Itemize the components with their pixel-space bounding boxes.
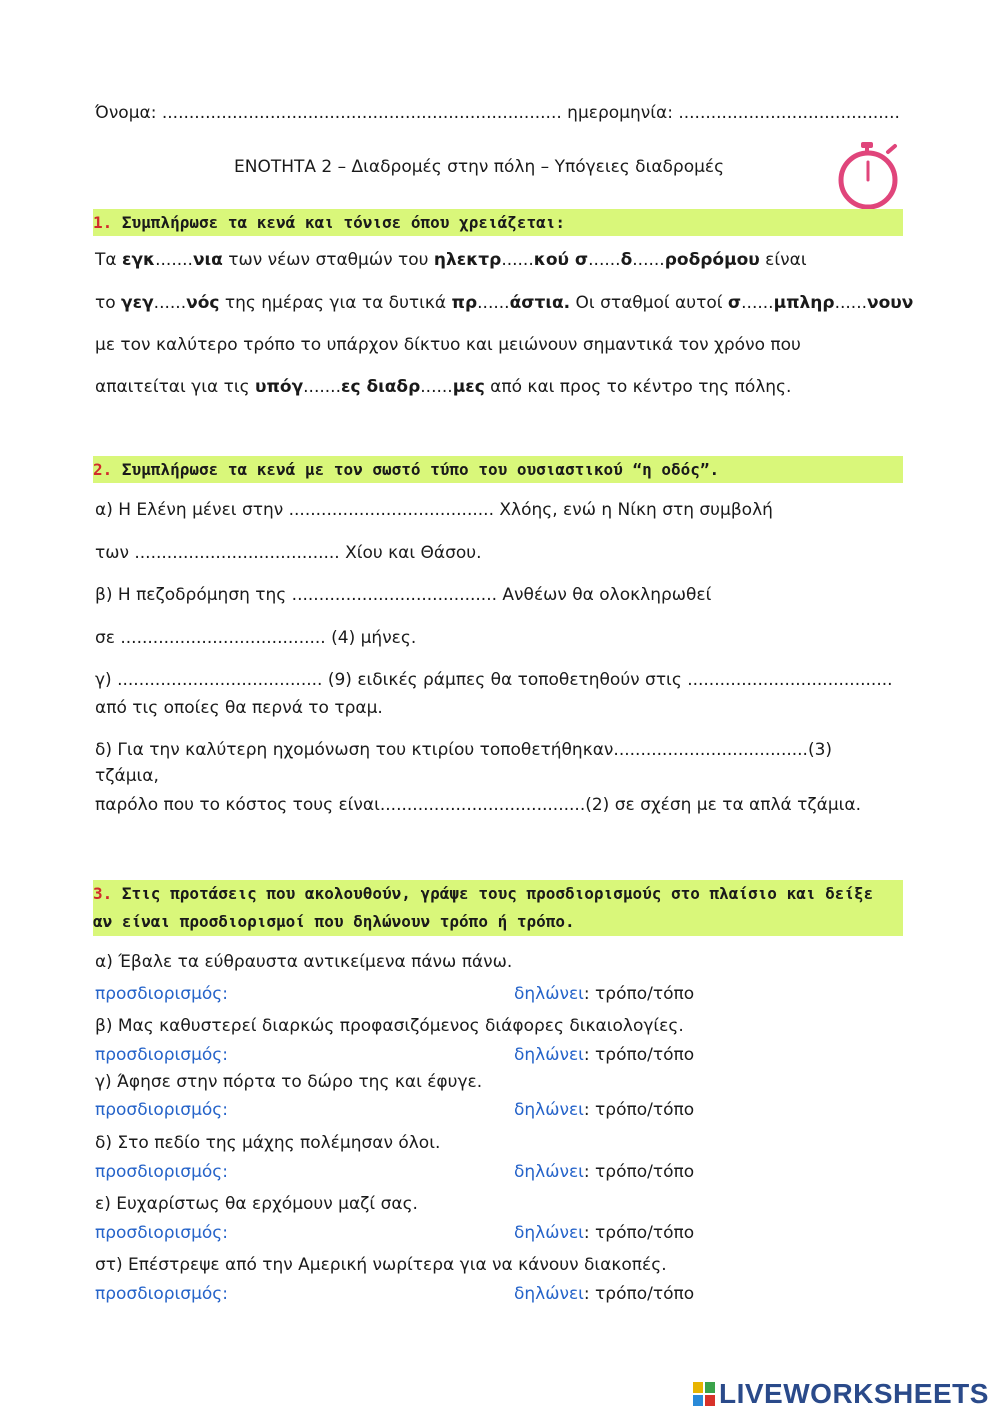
word-fragment: νουν bbox=[867, 293, 914, 313]
section2-line-a1[interactable]: α) Η Ελένη μένει στην ...................................... Χλόης, ενώ η Νίκη στη συμβολή bbox=[95, 500, 773, 520]
shows-label: δηλώνει bbox=[514, 984, 584, 1004]
section3-sentence-d: δ) Στο πεδίο της μάχης πολέμησαν όλοι. bbox=[95, 1133, 441, 1153]
section2-number: 2. bbox=[93, 460, 113, 479]
text-segment: είναι bbox=[759, 250, 807, 270]
fill-blank[interactable]: ...... bbox=[741, 293, 774, 313]
section1-heading bbox=[93, 209, 903, 236]
section3-heading-line1: Στις προτάσεις που ακολουθούν, γράψε τους προσδιορισμούς στο πλαίσιο και δείξε bbox=[121, 884, 874, 903]
text-segment: της ημέρας για τα δυτικά bbox=[219, 293, 452, 313]
page-title: ΕΝΟΤΗΤΑ 2 – Διαδρομές στην πόλη – Υπόγειες διαδρομές bbox=[234, 157, 725, 177]
shows-label: δηλώνει bbox=[514, 1100, 584, 1120]
manner-place-select[interactable]: : τρόπο/τόπο bbox=[583, 1100, 695, 1120]
date-label: ημερομηνία: bbox=[567, 103, 673, 123]
section2-heading-text: Συμπλήρωσε τα κενά με τον σωστό τύπο του ουσιαστικού “η οδός”. bbox=[121, 460, 720, 479]
section3-sentence-a: α) Έβαλε τα εύθραυστα αντικείμενα πάνω πάνω. bbox=[95, 952, 513, 972]
section2-line-d1[interactable]: δ) Για την καλύτερη ηχομόνωση του κτιρίου τοποθετήθηκαν....................................(3) bbox=[95, 740, 833, 760]
section2-line-d3[interactable]: παρόλο που το κόστος τους είναι......................................(2) σε σχέση με τα απλά τζάμια. bbox=[95, 795, 862, 815]
manner-place-select[interactable]: : τρόπο/τόπο bbox=[583, 1045, 695, 1065]
section3-sentence-c: γ) Άφησε στην πόρτα το δώρο της και έφυγε. bbox=[95, 1072, 483, 1092]
section3-sentence-e: ε) Ευχαρίστως θα ερχόμουν μαζί σας. bbox=[95, 1194, 418, 1214]
text-segment: απαιτείται για τις bbox=[95, 377, 255, 397]
fill-blank[interactable]: ...... bbox=[477, 293, 510, 313]
word-fragment: δ bbox=[620, 250, 633, 270]
spec-input[interactable]: προσδιορισμός: bbox=[95, 1223, 228, 1243]
spec-input[interactable]: προσδιορισμός: bbox=[95, 1162, 228, 1182]
name-date-line bbox=[95, 103, 900, 123]
date-blank[interactable]: ......................................... bbox=[678, 103, 900, 123]
section2-line-b2[interactable]: σε ...................................... (4) μήνες. bbox=[95, 628, 417, 648]
spec-input[interactable]: προσδιορισμός: bbox=[95, 1100, 228, 1120]
shows-label: δηλώνει bbox=[514, 1223, 584, 1243]
shows-label: δηλώνει bbox=[514, 1045, 584, 1065]
word-fragment: άστια. bbox=[509, 293, 571, 313]
stopwatch-icon bbox=[833, 140, 905, 212]
word-fragment: γεγ bbox=[121, 293, 154, 313]
word-fragment: νια bbox=[192, 250, 223, 270]
word-fragment: σ bbox=[727, 293, 742, 313]
word-fragment: ροδρόμου bbox=[664, 250, 760, 270]
text-segment: με τον καλύτερο τρόπο το υπάρχον δίκτυο και μειώνουν σημαντικά τον χρόνο που bbox=[95, 335, 801, 355]
fill-blank[interactable]: ...... bbox=[420, 377, 453, 397]
manner-place-select[interactable]: : τρόπο/τόπο bbox=[583, 984, 695, 1004]
fill-blank[interactable]: ...... bbox=[153, 293, 187, 313]
word-fragment: πρ bbox=[451, 293, 478, 313]
section1-heading-text: Συμπλήρωσε τα κενά και τόνισε όπου χρειάζεται: bbox=[121, 213, 566, 232]
fill-blank[interactable]: ...... bbox=[588, 250, 621, 270]
section1-number: 1. bbox=[93, 213, 113, 232]
word-fragment: μπληρ bbox=[773, 293, 835, 313]
section3-sentence-f: στ) Επέστρεψε από την Αμερική νωρίτερα για να κάνουν διακοπές. bbox=[95, 1255, 667, 1275]
word-fragment: ες διαδρ bbox=[340, 377, 421, 397]
section2-heading bbox=[93, 456, 903, 483]
text-segment: Τα bbox=[95, 250, 122, 270]
section2-line-c1[interactable]: γ) ...................................... (9) ειδικές ράμπες θα τοποθετηθούν στις ...................................... bbox=[95, 670, 893, 690]
fill-blank[interactable]: ....... bbox=[303, 377, 341, 397]
text-segment: των νέων σταθμών του bbox=[222, 250, 434, 270]
name-blank[interactable]: .......................................................................... bbox=[161, 103, 562, 123]
section1-line-2 bbox=[95, 293, 913, 313]
word-fragment: υπόγ bbox=[254, 377, 304, 397]
section2-line-a2[interactable]: των ...................................... Χίου και Θάσου. bbox=[95, 543, 482, 563]
section3-heading bbox=[93, 880, 903, 936]
spec-input[interactable]: προσδιορισμός: bbox=[95, 1045, 228, 1065]
shows-label: δηλώνει bbox=[514, 1284, 584, 1304]
section3-sentence-b: β) Μας καθυστερεί διαρκώς προφασιζόμενος διάφορες δικαιολογίες. bbox=[95, 1016, 684, 1036]
spec-input[interactable]: προσδιορισμός: bbox=[95, 984, 228, 1004]
word-fragment: νός bbox=[186, 293, 220, 313]
section2-line-c2: από τις οποίες θα περνά το τραμ. bbox=[95, 698, 383, 718]
section1-line-1 bbox=[95, 250, 807, 270]
manner-place-select[interactable]: : τρόπο/τόπο bbox=[583, 1284, 695, 1304]
fill-blank[interactable]: ...... bbox=[834, 293, 868, 313]
name-label: Όνομα: bbox=[95, 103, 157, 123]
liveworksheets-logo[interactable] bbox=[693, 1378, 989, 1410]
manner-place-select[interactable]: : τρόπο/τόπο bbox=[583, 1162, 695, 1182]
section2-line-b1[interactable]: β) Η πεζοδρόμηση της ...................................... Ανθέων θα ολοκληρωθεί bbox=[95, 585, 712, 605]
text-segment: από και προς το κέντρο της πόλης. bbox=[484, 377, 792, 397]
fill-blank[interactable]: ...... bbox=[501, 250, 534, 270]
text-segment: το bbox=[95, 293, 122, 313]
word-fragment: κού σ bbox=[533, 250, 589, 270]
logo-text: LIVEWORKSHEETS bbox=[719, 1378, 989, 1409]
section3-heading-line2: αν είναι προσδιορισμοί που δηλώνουν τρόπο ή τρόπο. bbox=[93, 912, 575, 931]
section2-line-d2: τζάμια, bbox=[95, 766, 159, 786]
spec-input[interactable]: προσδιορισμός: bbox=[95, 1284, 228, 1304]
fill-blank[interactable]: ...... bbox=[632, 250, 665, 270]
fill-blank[interactable]: ....... bbox=[155, 250, 193, 270]
liveworksheets-logo-icon bbox=[693, 1382, 715, 1406]
section1-line-3 bbox=[95, 335, 801, 355]
shows-label: δηλώνει bbox=[514, 1162, 584, 1182]
word-fragment: εγκ bbox=[122, 250, 156, 270]
section1-line-4 bbox=[95, 377, 791, 397]
word-fragment: μες bbox=[452, 377, 485, 397]
manner-place-select[interactable]: : τρόπο/τόπο bbox=[583, 1223, 695, 1243]
word-fragment: ηλεκτρ bbox=[433, 250, 502, 270]
section3-number: 3. bbox=[93, 884, 113, 903]
text-segment: Οι σταθμοί αυτοί bbox=[570, 293, 728, 313]
